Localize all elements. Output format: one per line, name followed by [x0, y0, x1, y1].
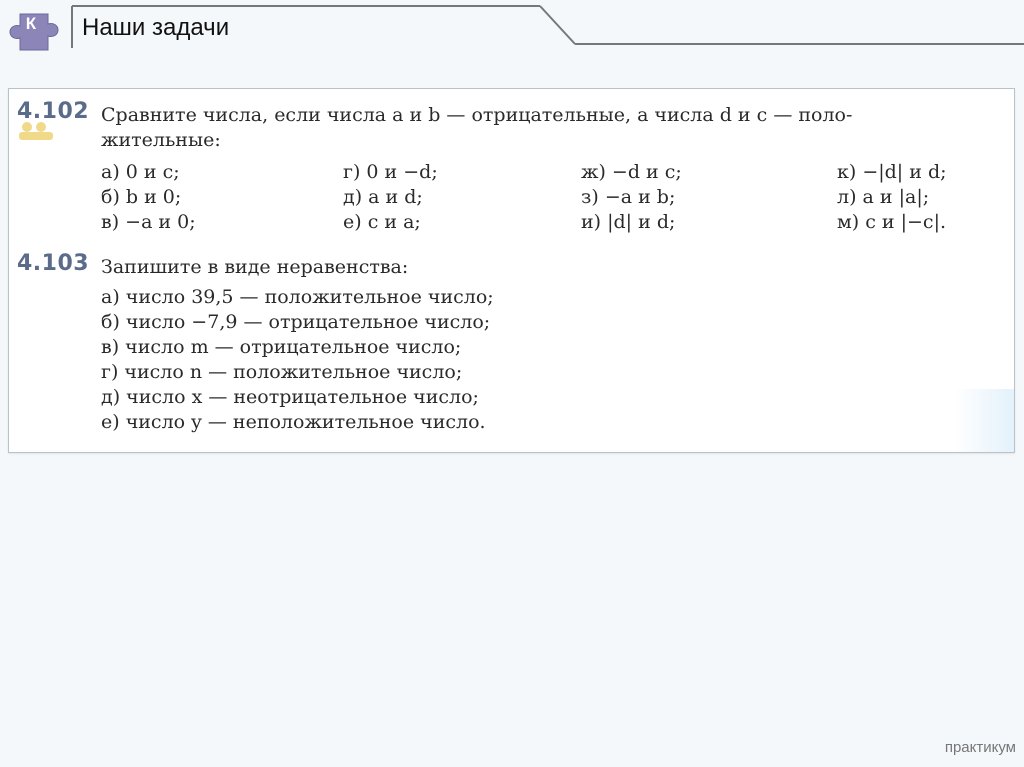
task-prompt-continued: жительные: — [101, 129, 221, 151]
list-item: ж) −d и c; — [581, 161, 682, 183]
task-number: 4.102 — [17, 99, 90, 124]
list-item: б) b и 0; — [101, 186, 182, 208]
list-item: е) c и a; — [343, 211, 421, 233]
textbook-excerpt — [8, 88, 1015, 453]
list-item: в) число m — отрицательное число; — [101, 336, 462, 358]
list-item: е) число y — неположительное число. — [101, 411, 486, 433]
list-item: м) c и |−c|. — [837, 211, 947, 233]
list-item: в) −a и 0; — [101, 211, 196, 233]
list-item: и) |d| и d; — [581, 211, 676, 233]
page-title: Наши задачи — [82, 14, 230, 41]
list-item: г) 0 и −d; — [343, 161, 438, 183]
list-item: б) число −7,9 — отрицательное число; — [101, 311, 491, 333]
task-prompt: Сравните числа, если числа a и b — отрицательные, а числа d и c — поло- — [101, 104, 853, 126]
task-prompt: Запишите в виде неравенства: — [101, 256, 409, 278]
list-item: л) a и |a|; — [837, 186, 930, 208]
list-item: а) число 39,5 — положительное число; — [101, 286, 494, 308]
task-number: 4.103 — [17, 251, 90, 276]
list-item: а) 0 и c; — [101, 161, 180, 183]
list-item: к) −|d| и d; — [837, 161, 947, 183]
list-item: г) число n — положительное число; — [101, 361, 463, 383]
list-item: д) число x — неотрицательное число; — [101, 386, 479, 408]
puzzle-letter: К — [25, 14, 37, 33]
list-item: з) −a и b; — [581, 186, 676, 208]
list-item: д) a и d; — [343, 186, 423, 208]
footer-label: практикум — [944, 739, 1016, 756]
